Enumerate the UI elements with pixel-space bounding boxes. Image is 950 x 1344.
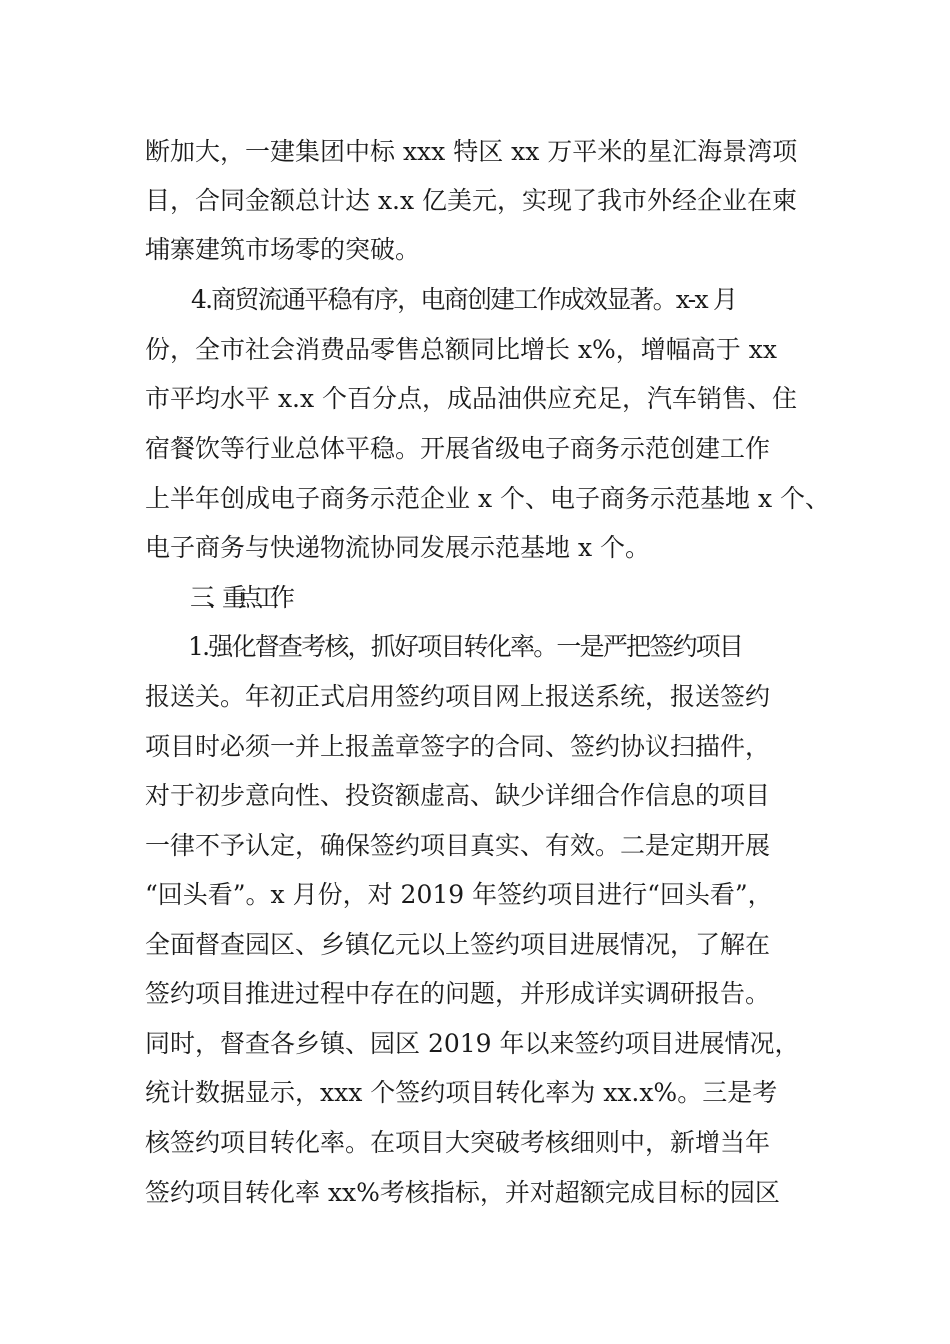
text-line: 宿餐饮等行业总体平稳。开展省级电子商务示范创建工作 [145,434,771,463]
text-line: 同时，督查各乡镇、园区 2019 年以来签约项目进展情况， [145,1029,800,1058]
text-line: 报送关。年初正式启用签约项目网上报送系统，报送签约 [145,682,771,711]
text-line: 签约项目推进过程中存在的问题，并形成详实调研报告。 [145,979,771,1008]
text-line: 核签约项目转化率。在项目大突破考核细则中，新增当年 [145,1128,771,1157]
text-line: 对于初步意向性、投资额虚高、缺少详细合作信息的项目 [145,781,771,810]
paragraph-heading-4: 4.商贸流通平稳有序，电商创建工作成效显著。x-x 月 [191,285,737,314]
text-line: 项目时必须一并上报盖章签字的合同、签约协议扫描件， [145,732,771,761]
text-line: 份，全市社会消费品零售总额同比增长 x%，增幅高于 xx [145,335,777,364]
text-line: 统计数据显示，xxx 个签约项目转化率为 xx.x%。三是考 [145,1078,778,1107]
text-line: 一律不予认定，确保签约项目真实、有效。二是定期开展 [145,831,771,860]
text-line: 电子商务与快递物流协同发展示范基地 x 个。 [145,533,650,562]
text-line: 目，合同金额总计达 x.x 亿美元，实现了我市外经企业在柬 [145,186,798,215]
text-line: 埔寨建筑市场零的突破。 [145,235,421,264]
text-line: 上半年创成电子商务示范企业 x 个、电子商务示范基地 x 个、 [145,484,830,513]
text-line: 签约项目转化率 xx%考核指标，并对超额完成目标的园区 [145,1178,780,1207]
text-line: 全面督查园区、乡镇亿元以上签约项目进展情况，了解在 [145,930,771,959]
section-heading: 三、重点工作 [190,583,287,612]
text-line: 断加大，一建集团中标 xxx 特区 xx 万平米的星汇海景湾项 [145,137,798,166]
text-line: 市平均水平 x.x 个百分点，成品油供应充足，汽车销售、住 [145,384,798,413]
text-line: “回头看”。x 月份，对 2019 年签约项目进行“回头看”， [145,880,773,909]
paragraph-heading-1: 1.强化督查考核，抓好项目转化率。一是严把签约项目 [188,632,743,661]
